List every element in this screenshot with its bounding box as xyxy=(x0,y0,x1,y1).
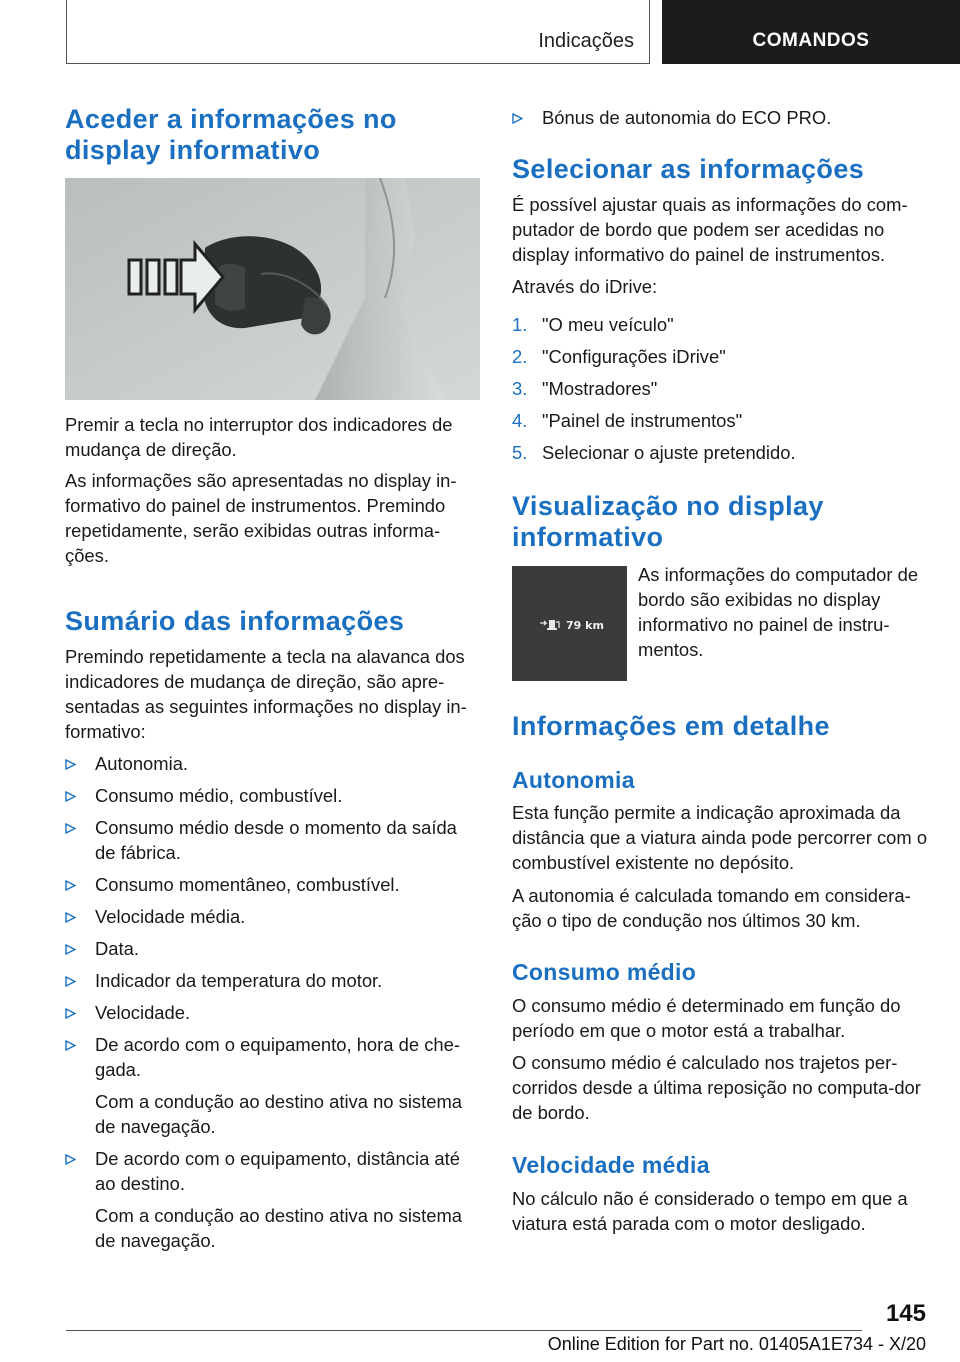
paragraph-adjust-info: É possível ajustar quais as informações do com-putador de bordo que podem ser acedidas no display informativo do painel de instrumentos. xyxy=(512,194,908,265)
subheading-avg-speed: Velocidade média xyxy=(512,1152,710,1178)
triangle-right-outline-icon xyxy=(65,968,79,993)
list-item xyxy=(65,968,480,993)
turn-signal-lever-illustration xyxy=(65,178,480,400)
list-item-text: Bónus de autonomia do ECO PRO. xyxy=(542,107,832,128)
step-number: 1. xyxy=(512,314,528,335)
list-item-text: Velocidade média. xyxy=(95,906,246,927)
info-list xyxy=(65,751,480,1260)
triangle-right-outline-icon xyxy=(65,936,79,961)
heading-select-info: Selecionar as informações xyxy=(512,154,865,184)
triangle-right-outline-icon xyxy=(65,872,79,897)
triangle-right-outline-icon xyxy=(65,751,79,776)
list-item xyxy=(65,1000,480,1025)
step-text: "Painel de instrumentos" xyxy=(542,410,743,431)
step-text: "Mostradores" xyxy=(542,378,658,399)
list-item-text: Consumo médio desde o momento da saída de fábrica. xyxy=(95,817,457,863)
heading-access-info: Aceder a informações no display informativo xyxy=(65,104,397,165)
step-text: Selecionar o ajuste pretendido. xyxy=(542,442,796,463)
list-item xyxy=(65,1032,480,1139)
list-item-text: Velocidade. xyxy=(95,1002,191,1023)
info-list-continued xyxy=(512,105,927,137)
list-item xyxy=(65,936,480,961)
triangle-right-outline-icon xyxy=(65,783,79,808)
footer-edition: Online Edition for Part no. 01405A1E734 - X/20 xyxy=(547,1334,926,1354)
step-text: "Configurações iDrive" xyxy=(542,346,726,367)
step-item xyxy=(512,440,927,465)
step-text: "O meu veículo" xyxy=(542,314,674,335)
heading-details: Informações em detalhe xyxy=(512,711,830,741)
step-number: 4. xyxy=(512,410,528,431)
header-rule-left xyxy=(66,0,67,64)
header-chapter-tab xyxy=(662,0,960,64)
header-rule-bottom xyxy=(66,63,650,64)
paragraph-range-desc: Esta função permite a indicação aproximada da distância que a viatura ainda pode percorrer com o combustível existente no depósito. xyxy=(512,802,928,873)
step-item xyxy=(512,312,927,337)
header-rule-divider xyxy=(649,0,650,64)
paragraph-press-key: Premir a tecla no interruptor dos indicadores de mudança de direção. xyxy=(65,414,453,460)
step-number: 2. xyxy=(512,346,528,367)
page-number: 145 xyxy=(885,1300,926,1327)
header-section-title: Indicações xyxy=(538,30,634,52)
step-item xyxy=(512,408,927,433)
display-screen-svg xyxy=(512,566,627,681)
list-item xyxy=(65,872,480,897)
triangle-right-outline-icon xyxy=(65,1146,79,1171)
subheading-range: Autonomia xyxy=(512,767,635,793)
paragraph-avg-speed-desc: No cálculo não é considerado o tempo em que a viatura está parada com o motor desligado. xyxy=(512,1188,908,1234)
list-item xyxy=(65,904,480,929)
list-item-text: Indicador da temperatura do motor. xyxy=(95,970,383,991)
step-item xyxy=(512,376,927,401)
heading-info-summary: Sumário das informações xyxy=(65,606,405,636)
lever-diagram-svg xyxy=(65,178,480,400)
header-chapter-label: COMANDOS xyxy=(752,30,870,51)
steps-list xyxy=(512,312,927,472)
step-number: 3. xyxy=(512,378,528,399)
display-value: 79 km xyxy=(566,619,604,632)
info-display-screenshot xyxy=(512,566,627,681)
list-item xyxy=(512,105,927,130)
list-item xyxy=(65,751,480,776)
triangle-right-outline-icon xyxy=(512,105,526,130)
list-item-text: De acordo com o equipamento, hora de che-gada. xyxy=(95,1034,460,1080)
list-item-text: De acordo com o equipamento, distância até ao destino. xyxy=(95,1148,460,1194)
paragraph-info-displayed: As informações são apresentadas no display in-formativo do painel de instrumentos. Premindo repetidamente, serão exibidas outras informa-ções. xyxy=(65,470,457,566)
paragraph-avg-consumption-calc: O consumo médio é calculado nos trajetos per-corridos desde a última reposição no computa-dor de bordo. xyxy=(512,1052,921,1123)
list-item-text: Data. xyxy=(95,938,139,959)
footer-rule xyxy=(66,1330,862,1331)
triangle-right-outline-icon xyxy=(65,1000,79,1025)
list-item-note: Com a condução ao destino ativa no sistema de navegação. xyxy=(95,1205,463,1251)
list-item-text: Consumo momentâneo, combustível. xyxy=(95,874,400,895)
step-number: 5. xyxy=(512,442,528,463)
list-item-text: Autonomia. xyxy=(95,753,189,774)
list-item-note: Com a condução ao destino ativa no sistema de navegação. xyxy=(95,1091,463,1137)
subheading-avg-consumption: Consumo médio xyxy=(512,959,697,985)
list-item-text: Consumo médio, combustível. xyxy=(95,785,343,806)
paragraph-range-calc: A autonomia é calculada tomando em considera-ção o tipo de condução nos últimos 30 km. xyxy=(512,885,911,931)
step-item xyxy=(512,344,927,369)
list-item xyxy=(65,1146,480,1253)
list-item xyxy=(65,815,480,865)
triangle-right-outline-icon xyxy=(65,904,79,929)
paragraph-summary-intro: Premindo repetidamente a tecla na alavanca dos indicadores de mudança de direção, são apre-sentadas as seguintes informações no display in-formativo: xyxy=(65,646,467,742)
paragraph-via-idrive: Através do iDrive: xyxy=(512,276,658,297)
triangle-right-outline-icon xyxy=(65,1032,79,1057)
paragraph-avg-consumption-desc: O consumo médio é determinado em função do período em que o motor está a trabalhar. xyxy=(512,995,901,1041)
list-item xyxy=(65,783,480,808)
heading-display-view: Visualização no display informativo xyxy=(512,491,824,552)
triangle-right-outline-icon xyxy=(65,815,79,840)
paragraph-display-info: As informações do computador de bordo são exibidas no display informativo no painel de instru-mentos. xyxy=(638,564,919,660)
